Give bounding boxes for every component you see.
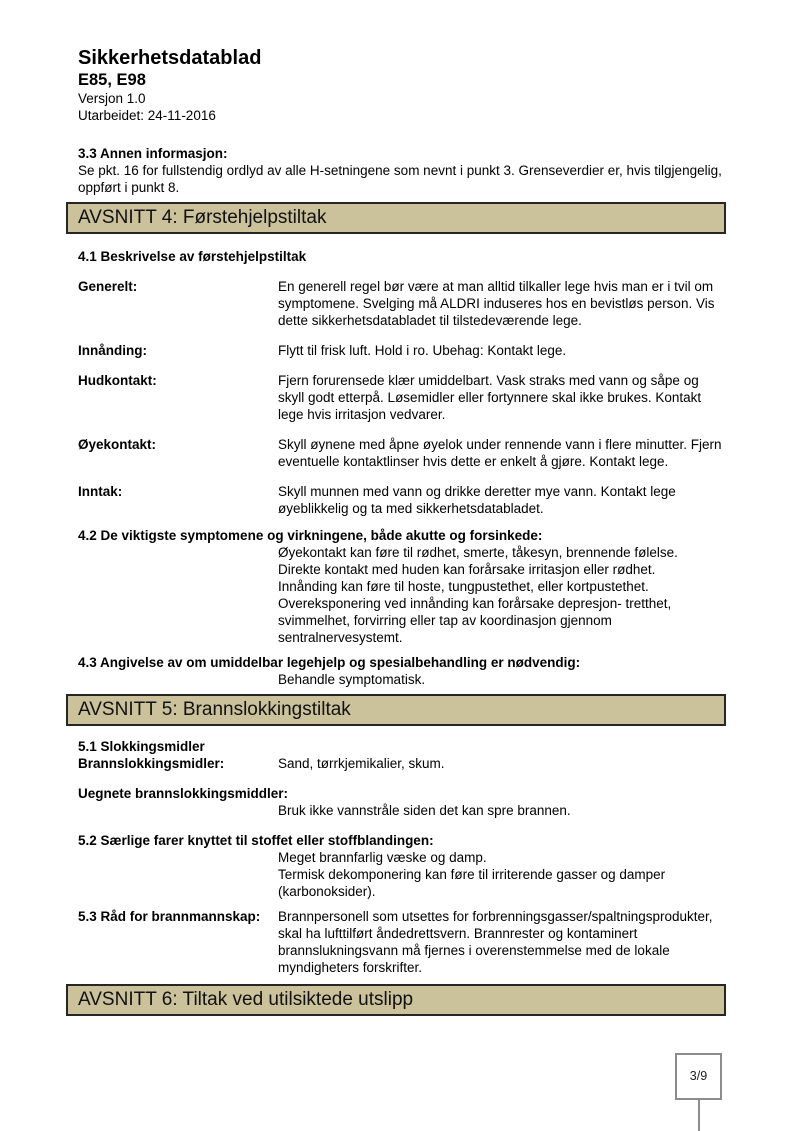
section-3-3	[78, 145, 730, 196]
text-line: sentralnervesystemt.	[278, 630, 403, 645]
section-5-2-body	[278, 849, 730, 900]
text-line: symptomene. Svelging må ALDRI induseres hos en bevistløs person. Vis	[278, 296, 715, 311]
row-label: 5.3 Råd for brannmannskap:	[78, 909, 261, 924]
row-value	[278, 483, 730, 517]
text-line: Innånding kan føre til hoste, tungpustethet, eller kortpustethet.	[278, 579, 649, 594]
row-value	[278, 372, 730, 423]
row-label: Inntak:	[78, 484, 123, 499]
text-line: Øyekontakt kan føre til rødhet, smerte, tåkesyn, brennende følelse.	[278, 545, 678, 560]
section-header-avsnitt-5: AVSNITT 5: Brannslokkingstiltak	[66, 694, 726, 726]
firstaid-row-oyekontakt	[78, 436, 730, 470]
text-line: Overeksponering ved innånding kan forårsake depresjon- tretthet,	[278, 596, 672, 611]
row-value	[278, 342, 730, 359]
row-label: Øyekontakt:	[78, 437, 157, 452]
page-number-box: 3/9	[675, 1053, 722, 1100]
section-4-1-heading: 4.1 Beskrivelse av førstehjelpstiltak	[78, 249, 307, 264]
row-value	[278, 436, 730, 470]
section-4-3-body	[278, 671, 730, 688]
doc-title: Sikkerhetsdatablad	[78, 47, 262, 69]
section-5-1-heading: 5.1 Slokkingsmidler	[78, 739, 205, 754]
row-value	[278, 755, 730, 772]
page-number-connector-line	[698, 1099, 700, 1131]
text-line: lege hvis irritasjon vedvarer.	[278, 407, 446, 422]
text-line: skal ha lufttilført åndedrettsvern. Brannrester og kontaminert	[278, 926, 638, 941]
row-value	[278, 908, 730, 976]
fire-row-brannslokkingsmidler	[78, 755, 730, 772]
section-header-avsnitt-6: AVSNITT 6: Tiltak ved utilsiktede utslipp	[66, 984, 726, 1016]
text-line: Behandle symptomatisk.	[278, 672, 426, 687]
doc-version: Versjon 1.0	[78, 91, 146, 106]
row-label: Innånding:	[78, 343, 147, 358]
section-3-3-text-line: oppført i punkt 8.	[78, 180, 180, 195]
section-header-avsnitt-4: AVSNITT 4: Førstehjelpstiltak	[66, 202, 726, 234]
text-line: Termisk dekomponering kan føre til irriterende gasser og damper	[278, 867, 666, 882]
text-line: svimmelhet, forvirring eller tap av koordinasjon gjennom	[278, 613, 612, 628]
fire-row-rad-for-brannmannskap	[78, 908, 730, 976]
section-4-2-heading: 4.2 De viktigste symptomene og virkningene, både akutte og forsinkede:	[78, 528, 543, 543]
row-label: Brannslokkingsmidler:	[78, 756, 225, 771]
text-line: myndigheters forskrifter.	[278, 960, 423, 975]
doc-prepared-date: Utarbeidet: 24-11-2016	[78, 108, 216, 123]
text-line: eventuelle kontaktlinser hvis dette er enkelt å gjøre. Kontakt lege.	[278, 454, 669, 469]
text-line: Brannpersonell som utsettes for forbrenningsgasser/spaltningsprodukter,	[278, 909, 713, 924]
text-line: Bruk ikke vannstråle siden det kan spre brannen.	[278, 803, 571, 818]
firstaid-row-hudkontakt	[78, 372, 730, 423]
section-4-3-heading: 4.3 Angivelse av om umiddelbar legehjelp og spesialbehandling er nødvendig:	[78, 655, 581, 670]
firstaid-row-innanding	[78, 342, 730, 359]
uegnete-body	[278, 802, 730, 819]
text-line: skyll godt etterpå. Løsemidler eller fortynnere skal ikke brukes. Kontakt	[278, 390, 702, 405]
section-5-2-heading: 5.2 Særlige farer knyttet til stoffet eller stoffblandingen:	[78, 833, 434, 848]
text-line: Skyll munnen med vann og drikke deretter mye vann. Kontakt lege	[278, 484, 676, 499]
text-line: brannslukningsvann må fjernes i overenstemmelse med de lokale	[278, 943, 670, 958]
section-3-3-text-line: Se pkt. 16 for fullstendig ordlyd av alle H-setningene som nevnt i punkt 3. Grenseverdier er, hvis tilgjengelig,	[78, 163, 722, 178]
section-3-3-heading: 3.3 Annen informasjon:	[78, 146, 228, 161]
text-line: Fjern forurensede klær umiddelbart. Vask straks med vann og såpe og	[278, 373, 699, 388]
uegnete-heading: Uegnete brannslokkingsmiddler:	[78, 786, 289, 801]
section-4-2-body	[278, 544, 730, 646]
row-label: Hudkontakt:	[78, 373, 157, 388]
doc-product: E85, E98	[78, 71, 146, 89]
row-label: Generelt:	[78, 279, 138, 294]
text-line: Skyll øynene med åpne øyelok under rennende vann i flere minutter. Fjern	[278, 437, 722, 452]
text-line: Meget brannfarlig væske og damp.	[278, 850, 487, 865]
text-line: øyeblikkelig og ta med sikkerhetsdatabladet.	[278, 501, 544, 516]
firstaid-row-generelt	[78, 278, 730, 329]
row-value	[278, 278, 730, 329]
text-line: En generell regel bør være at man alltid tilkaller lege hvis man er i tvil om	[278, 279, 714, 294]
text-line: dette sikkerhetsdatabladet til tilstedeværende lege.	[278, 313, 582, 328]
text-line: Flytt til frisk luft. Hold i ro. Ubehag: Kontakt lege.	[278, 343, 567, 358]
firstaid-row-inntak	[78, 483, 730, 517]
text-line: Sand, tørrkjemikalier, skum.	[278, 756, 445, 771]
text-line: (karbonoksider).	[278, 884, 376, 899]
text-line: Direkte kontakt med huden kan forårsake irritasjon eller rødhet.	[278, 562, 656, 577]
